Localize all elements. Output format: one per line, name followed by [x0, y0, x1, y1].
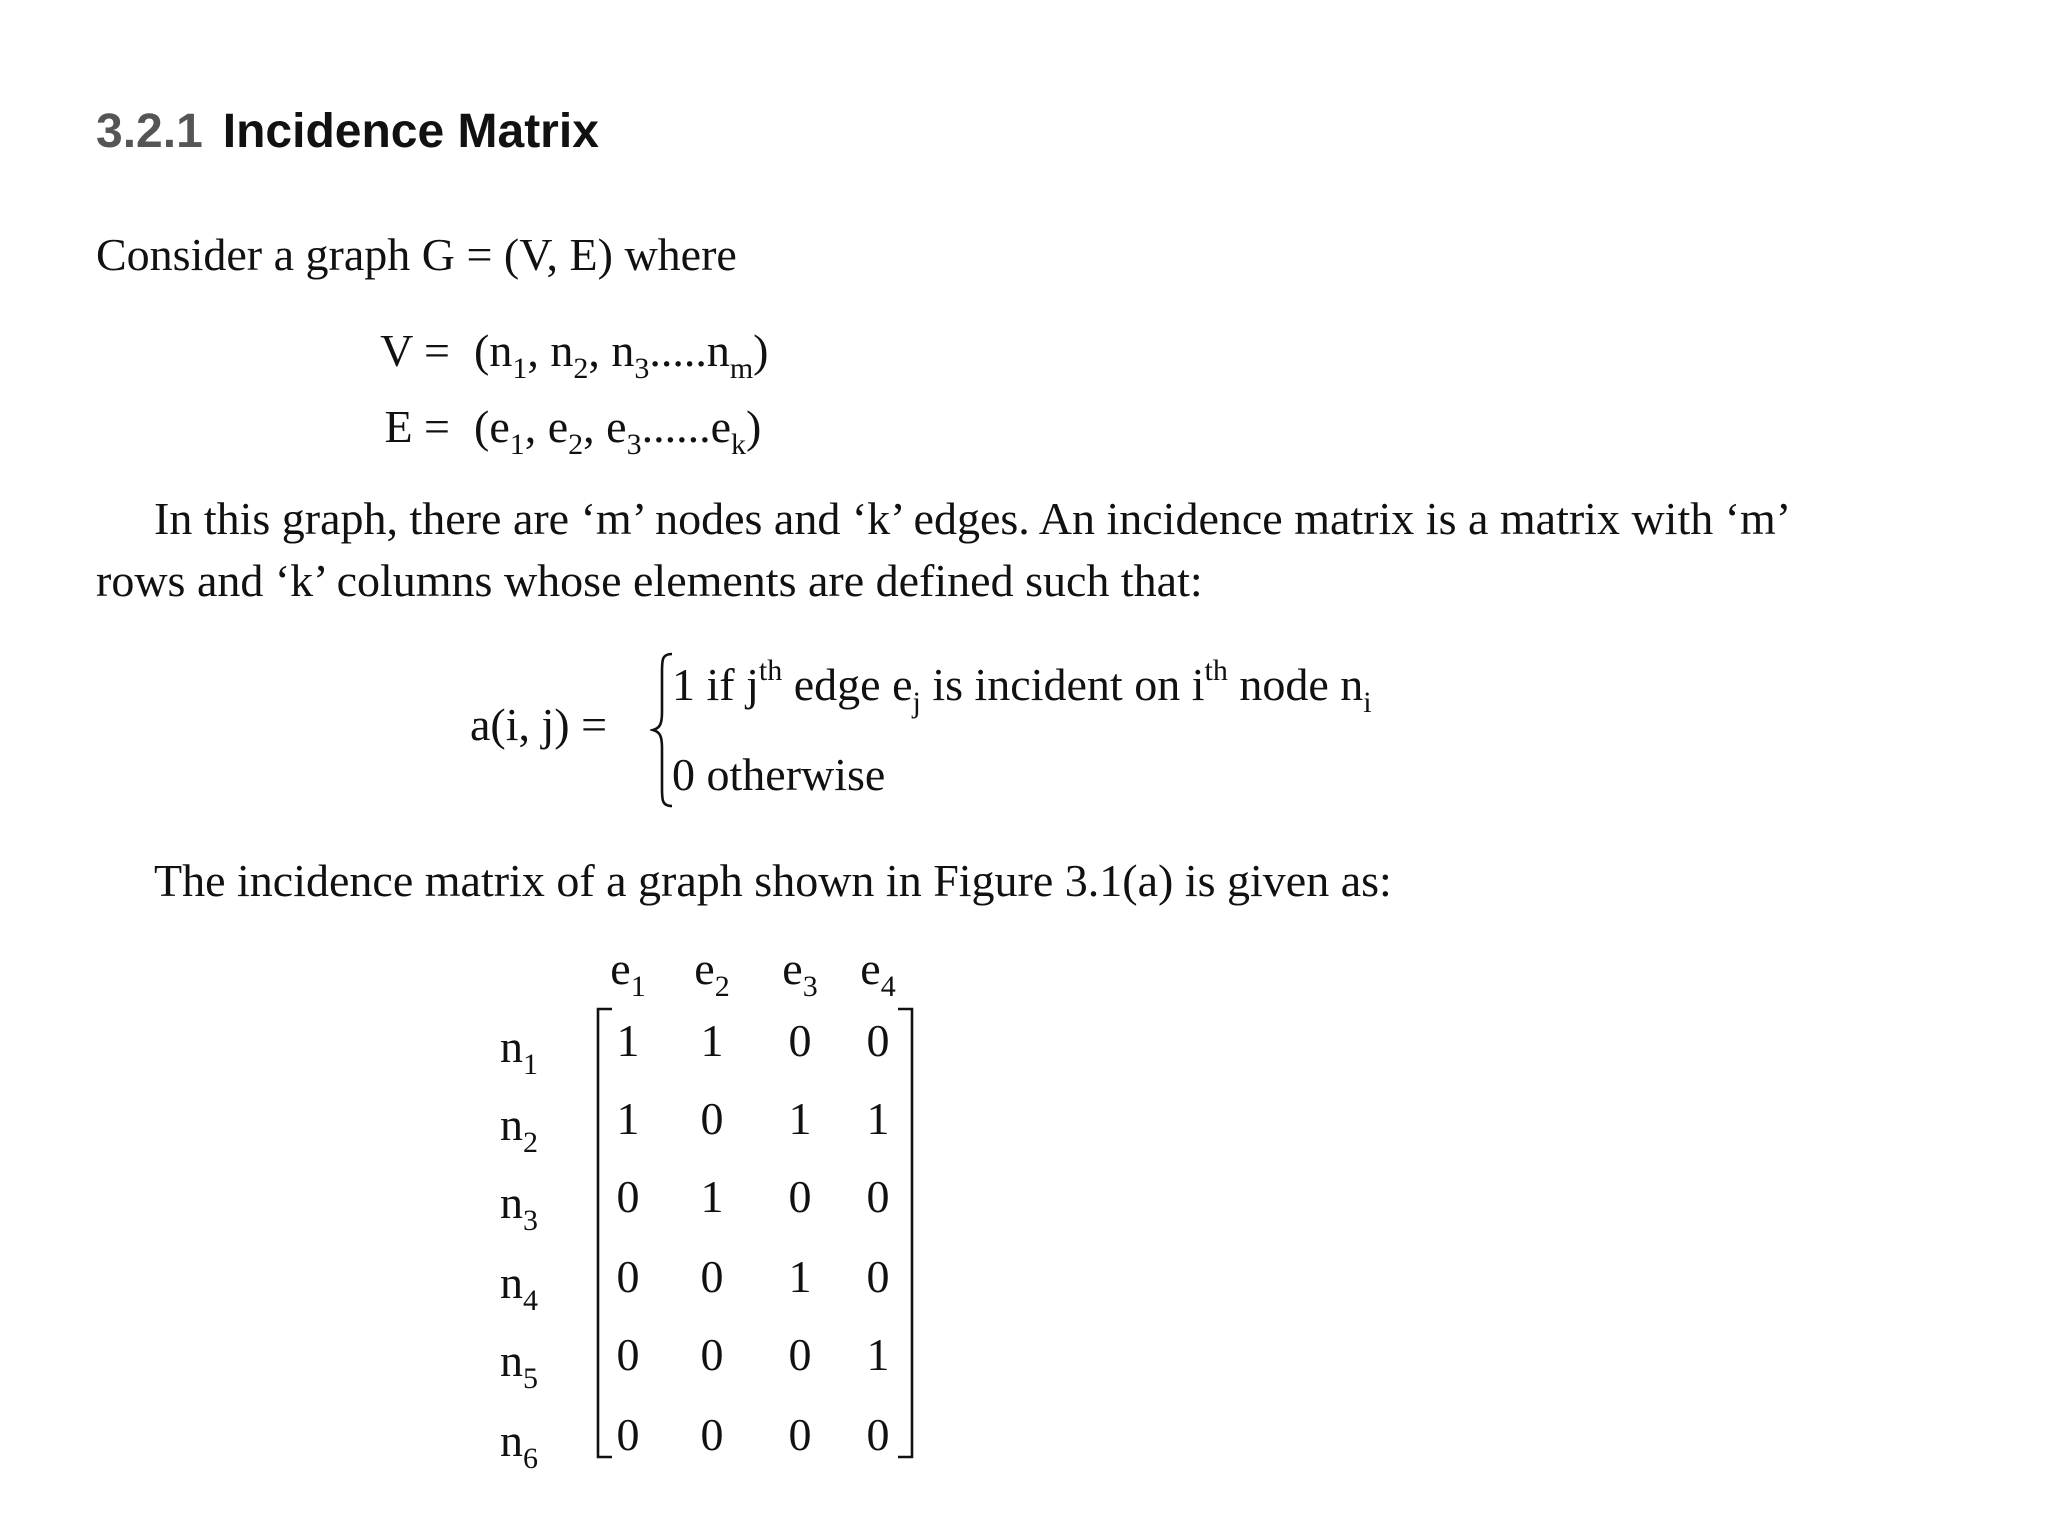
matrix-cell: 0	[866, 1015, 890, 1066]
paragraph-line-1: In this graph, there are ‘m’ nodes and ‘k’ edges. An incidence matrix is a matrix with ‘m’	[154, 493, 1792, 544]
paragraph-line-2: rows and ‘k’ columns whose elements are defined such that:	[96, 555, 1203, 606]
matrix-cell: 1	[788, 1093, 812, 1144]
matrix-cell: 0	[616, 1329, 640, 1380]
column-label-e1: $e_1$	[610, 943, 646, 1003]
matrix-intro-text: The incidence matrix of a graph shown in Figure 3.1(a) is given as:	[154, 855, 1392, 906]
right-bracket-icon	[896, 1007, 918, 1459]
row-label-n3: $n_3$	[500, 1177, 538, 1237]
edge-set-label: E =	[384, 401, 450, 452]
matrix-cell: 0	[866, 1251, 890, 1302]
matrix-cell: 1	[866, 1329, 890, 1380]
section-heading	[96, 102, 599, 162]
matrix-cell: 0	[700, 1093, 724, 1144]
definition-case-2: 0 otherwise	[672, 749, 886, 800]
definition-lhs: a(i, j) =	[470, 699, 608, 750]
vertex-set-definition: $V = (n_1$, $n_2$, $n_3.....n_m$)	[355, 322, 769, 380]
matrix-cell: 1	[616, 1093, 640, 1144]
definition-case-1: 1 if $j^{th}$ edge $e_j$ is incident on $i^{th}$ node $n_i$	[672, 654, 1372, 719]
matrix-cell: 0	[616, 1409, 640, 1460]
matrix-cell: 0	[788, 1171, 812, 1222]
row-label-n4: $n_4$	[500, 1257, 538, 1317]
matrix-cell: 0	[616, 1251, 640, 1302]
matrix-cell: 1	[700, 1171, 724, 1222]
row-label-n2: $n_2$	[500, 1099, 538, 1159]
column-label-e4: $e_4$	[860, 943, 896, 1003]
row-label-n5: $n_5$	[500, 1335, 538, 1395]
section-number: 3.2.1	[96, 105, 203, 158]
matrix-cell: 1	[788, 1251, 812, 1302]
column-label-e3: $e_3$	[782, 943, 818, 1003]
matrix-cell: 0	[700, 1329, 724, 1380]
matrix-cell: 0	[788, 1329, 812, 1380]
row-label-n1: $n_1$	[500, 1021, 538, 1081]
matrix-cell: 0	[866, 1409, 890, 1460]
intro-text: Consider a graph G = (V, E) where	[96, 229, 737, 280]
edge-set-definition: $E = (e_1$, $e_2$, $e_3......e_k$)	[355, 398, 761, 456]
vertex-set-label: V =	[380, 325, 450, 376]
matrix-cell: 1	[616, 1015, 640, 1066]
matrix-cell: 0	[700, 1409, 724, 1460]
matrix-cell: 0	[866, 1171, 890, 1222]
row-label-n6: $n_6$	[500, 1415, 538, 1475]
matrix-cell: 1	[866, 1093, 890, 1144]
section-title: Incidence Matrix	[222, 105, 599, 158]
matrix-cell: 0	[788, 1409, 812, 1460]
left-bracket-icon	[592, 1007, 614, 1459]
column-label-e2: $e_2$	[694, 943, 730, 1003]
matrix-cell: 1	[700, 1015, 724, 1066]
matrix-cell: 0	[700, 1251, 724, 1302]
matrix-cell: 0	[788, 1015, 812, 1066]
matrix-cell: 0	[616, 1171, 640, 1222]
